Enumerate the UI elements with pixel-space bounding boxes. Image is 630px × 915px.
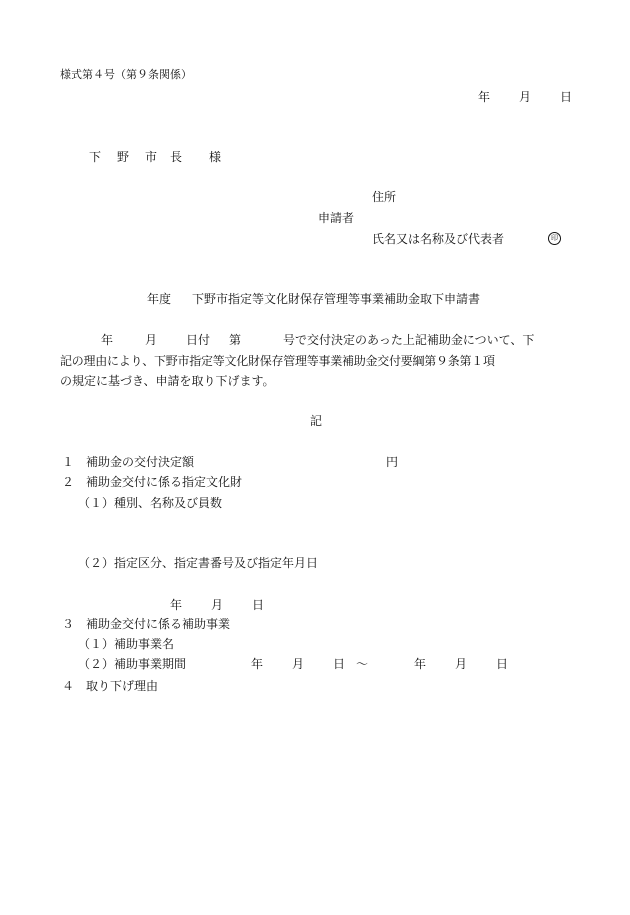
period-end-year: 年 (414, 657, 427, 671)
seal-icon: 印 (548, 232, 561, 245)
period-end-day: 日 (496, 657, 509, 671)
item4-label: ４ 取り下げ理由 (62, 679, 159, 693)
address-label: 住所 (372, 190, 397, 204)
form-number: 様式第４号（第９条関係） (60, 68, 192, 81)
addressee-char-3: 市 (145, 150, 158, 164)
body-year: 年 (101, 333, 114, 347)
addressee-honorific: 様 (209, 150, 222, 164)
addressee-char-4: 長 (170, 150, 183, 164)
item2-sub2: （２）指定区分、指定書番号及び指定年月日 (78, 556, 319, 570)
item2-date-year: 年 (170, 598, 183, 612)
period-start-month: 月 (292, 657, 305, 671)
item3-sub1: （１）補助事業名 (78, 637, 175, 651)
body-no-prefix: 第 (229, 333, 242, 347)
item3-label: ３ 補助金交付に係る補助事業 (62, 617, 231, 631)
addressee-char-2: 野 (117, 150, 130, 164)
fiscal-year-suffix: 年度 (147, 292, 172, 306)
item1-label: １ 補助金の交付決定額 (62, 455, 195, 469)
item2-label: ２ 補助金交付に係る指定文化財 (62, 475, 243, 489)
date-month-label: 月 (519, 90, 532, 104)
date-day-label: 日 (560, 90, 573, 104)
addressee-char-1: 下 (89, 150, 102, 164)
document-title: 下野市指定等文化財保存管理等事業補助金取下申請書 (192, 292, 481, 306)
item2-date-month: 月 (211, 598, 224, 612)
period-tilde: ～ (356, 657, 369, 671)
seal-mark (548, 232, 561, 245)
body-line2: 記の理由により、下野市指定等文化財保存管理等事業補助金交付要綱第９条第１項 (60, 354, 495, 368)
item2-sub1: （１）種別、名称及び員数 (78, 496, 223, 510)
date-year-label: 年 (478, 90, 491, 104)
applicant-label: 申請者 (318, 211, 355, 225)
ki-heading: 記 (310, 414, 323, 428)
body-line3: の規定に基づき、申請を取り下げます。 (60, 374, 275, 388)
item2-date-day: 日 (252, 598, 265, 612)
item1-unit: 円 (386, 455, 399, 469)
period-end-month: 月 (455, 657, 468, 671)
body-line1-rest: 号で交付決定のあった上記補助金について、下 (283, 333, 535, 347)
body-day: 日付 (186, 333, 211, 347)
body-month: 月 (145, 333, 158, 347)
item3-sub2: （２）補助事業期間 (78, 657, 187, 671)
period-start-year: 年 (251, 657, 264, 671)
period-start-day: 日 (333, 657, 346, 671)
name-label: 氏名又は名称及び代表者 (372, 232, 505, 246)
